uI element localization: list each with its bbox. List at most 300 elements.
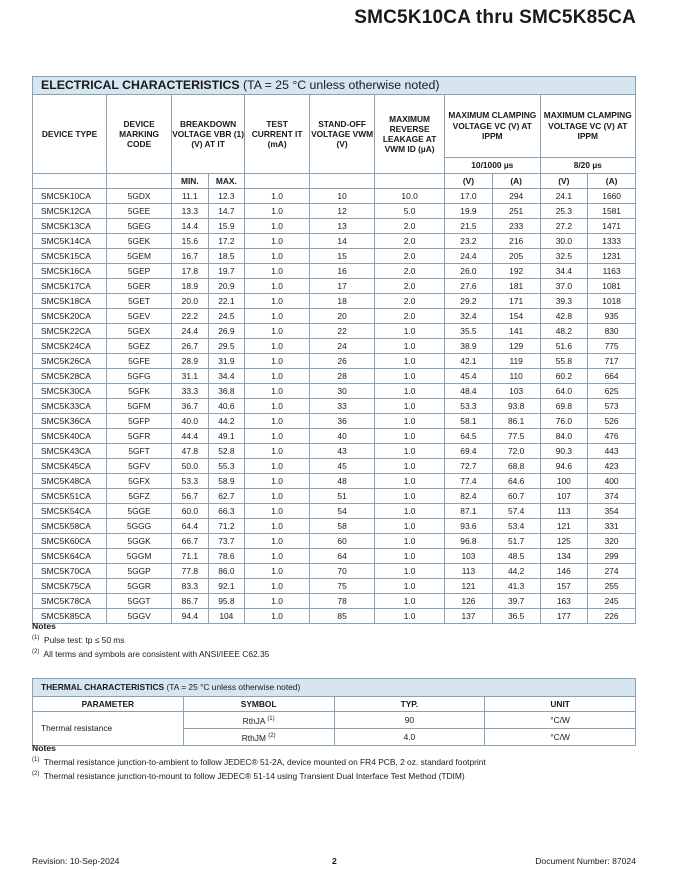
table-cell: 1.0 (375, 414, 445, 429)
table-row (33, 249, 636, 264)
col-device-type: DEVICE TYPE (33, 95, 107, 174)
table-cell: 58.9 (208, 474, 245, 489)
table-cell: 58 (310, 519, 375, 534)
table-cell: 1.0 (375, 429, 445, 444)
table-row (33, 324, 636, 339)
table-cell: 76.0 (540, 414, 588, 429)
table-cell: 5GFM (107, 399, 172, 414)
notes-title: Notes (32, 743, 56, 753)
table-cell: 103 (445, 549, 493, 564)
table-cell: 5GEK (107, 234, 172, 249)
table-cell: 5GFE (107, 354, 172, 369)
table-cell: 66.7 (172, 534, 209, 549)
table-cell: 64 (310, 549, 375, 564)
table-cell: 1.0 (375, 399, 445, 414)
table-row (33, 189, 636, 204)
table-cell: 29.5 (208, 339, 245, 354)
table-cell: 17.2 (208, 234, 245, 249)
table-cell: 27.6 (445, 279, 493, 294)
table-cell: 17 (310, 279, 375, 294)
table-row (33, 384, 636, 399)
table-cell: 171 (492, 294, 540, 309)
table-cell: 28.9 (172, 354, 209, 369)
table-cell: 17.8 (172, 264, 209, 279)
table-cell: 93.8 (492, 399, 540, 414)
table-cell: 15 (310, 249, 375, 264)
table-cell: 5GFR (107, 429, 172, 444)
table-cell: 31.1 (172, 369, 209, 384)
table-cell: 1.0 (245, 519, 310, 534)
table-cell: 1.0 (375, 324, 445, 339)
table-cell: 73.7 (208, 534, 245, 549)
table-cell: 53.3 (445, 399, 493, 414)
table-cell: 423 (588, 459, 636, 474)
table-cell: 13 (310, 219, 375, 234)
table-cell: 717 (588, 354, 636, 369)
table-cell: 16 (310, 264, 375, 279)
table-cell: 75 (310, 579, 375, 594)
table-cell: 86.1 (492, 414, 540, 429)
table-cell: 58.1 (445, 414, 493, 429)
table-cell: 5GFG (107, 369, 172, 384)
table-cell: 11.1 (172, 189, 209, 204)
note-2: $^{(2)}$ Thermal resistance junction-to-mount to follow JEDEC® 51-14 using Transient Dual Interface Test Method (TDIM) (32, 770, 465, 781)
table-cell: 400 (588, 474, 636, 489)
electrical-condition: (TA = 25 °C unless otherwise noted) (243, 78, 440, 92)
table-cell: 1163 (588, 264, 636, 279)
table-row (33, 579, 636, 594)
table-cell: 92.1 (208, 579, 245, 594)
table-cell: SMC5K70CA (33, 564, 107, 579)
table-cell: 157 (540, 579, 588, 594)
col-clamping-voltage-1: MAXIMUM CLAMPING VOLTAGE VC (V) AT IPPM (445, 95, 540, 158)
table-cell: 26 (310, 354, 375, 369)
table-cell: 100 (540, 474, 588, 489)
table-row (33, 219, 636, 234)
table-cell: 1018 (588, 294, 636, 309)
table-cell: 2.0 (375, 234, 445, 249)
table-cell: 51.6 (540, 339, 588, 354)
table-cell: 56.7 (172, 489, 209, 504)
table-cell: SMC5K26CA (33, 354, 107, 369)
table-cell: 1.0 (245, 369, 310, 384)
table-cell: 77.8 (172, 564, 209, 579)
table-cell: SMC5K85CA (33, 609, 107, 624)
table-cell: 1.0 (245, 264, 310, 279)
table-row (33, 414, 636, 429)
table-cell: 20.9 (208, 279, 245, 294)
table-cell: 1.0 (375, 594, 445, 609)
table-cell: 19.7 (208, 264, 245, 279)
electrical-title-text: ELECTRICAL CHARACTERISTICS (41, 78, 240, 92)
col-parameter: PARAMETER (33, 697, 184, 712)
table-cell: 1.0 (245, 219, 310, 234)
table-cell: 163 (540, 594, 588, 609)
table-cell: 1471 (588, 219, 636, 234)
table-cell: 830 (588, 324, 636, 339)
table-cell: 1.0 (245, 534, 310, 549)
table-cell: 14 (310, 234, 375, 249)
table-row (33, 294, 636, 309)
table-cell: SMC5K36CA (33, 414, 107, 429)
table-cell: 573 (588, 399, 636, 414)
table-cell: 5GEE (107, 204, 172, 219)
table-cell: 1.0 (245, 279, 310, 294)
table-cell: 24.4 (445, 249, 493, 264)
table-cell: SMC5K43CA (33, 444, 107, 459)
table-cell: 5GEV (107, 309, 172, 324)
table-cell: 60.2 (540, 369, 588, 384)
table-cell: 95.8 (208, 594, 245, 609)
table-cell: 146 (540, 564, 588, 579)
table-cell: SMC5K28CA (33, 369, 107, 384)
table-cell: 354 (588, 504, 636, 519)
electrical-characteristics-table (32, 76, 636, 624)
unit-v: (V) (445, 174, 493, 189)
table-cell: 5GGM (107, 549, 172, 564)
table-cell: 5GGT (107, 594, 172, 609)
col-unit: UNIT (485, 697, 636, 712)
col-min: MIN. (172, 174, 209, 189)
notes-thermal (32, 742, 486, 782)
table-cell: 443 (588, 444, 636, 459)
table-cell: 1.0 (245, 474, 310, 489)
footer-page-number: 2 (332, 856, 337, 866)
table-cell: 2.0 (375, 294, 445, 309)
table-cell: 15.9 (208, 219, 245, 234)
table-cell: 36 (310, 414, 375, 429)
thermal-typ: 90 (334, 712, 485, 729)
table-cell: 134 (540, 549, 588, 564)
table-row (33, 504, 636, 519)
table-cell: 5GFK (107, 384, 172, 399)
table-cell: 1.0 (245, 309, 310, 324)
table-cell: 5GFZ (107, 489, 172, 504)
table-row (33, 534, 636, 549)
footer-document-number: Document Number: 87024 (535, 856, 636, 866)
table-cell: 93.6 (445, 519, 493, 534)
table-cell: 72.0 (492, 444, 540, 459)
table-row (33, 339, 636, 354)
table-cell: 129 (492, 339, 540, 354)
table-cell: 1.0 (375, 339, 445, 354)
table-cell: 72.7 (445, 459, 493, 474)
table-cell: 5GGV (107, 609, 172, 624)
table-cell: 233 (492, 219, 540, 234)
thermal-condition: (TA = 25 °C unless otherwise noted) (166, 682, 301, 692)
table-cell: 84.0 (540, 429, 588, 444)
table-cell: 1.0 (375, 459, 445, 474)
table-cell: 1581 (588, 204, 636, 219)
table-cell: 1.0 (375, 549, 445, 564)
table-cell: 1.0 (245, 249, 310, 264)
table-cell: 5GEX (107, 324, 172, 339)
table-cell: 62.7 (208, 489, 245, 504)
table-cell: 22.1 (208, 294, 245, 309)
table-cell: 21.5 (445, 219, 493, 234)
table-cell: 64.0 (540, 384, 588, 399)
table-cell: 85 (310, 609, 375, 624)
table-cell: 294 (492, 189, 540, 204)
clamp2-waveform: 8/20 µs (540, 157, 636, 173)
table-cell: SMC5K64CA (33, 549, 107, 564)
table-cell: 87.1 (445, 504, 493, 519)
table-cell: 94.6 (540, 459, 588, 474)
table-cell: 12.3 (208, 189, 245, 204)
table-cell: 274 (588, 564, 636, 579)
table-cell: 5GGR (107, 579, 172, 594)
table-cell: 50.0 (172, 459, 209, 474)
table-cell: 5GEZ (107, 339, 172, 354)
table-cell: 23.2 (445, 234, 493, 249)
table-cell: SMC5K30CA (33, 384, 107, 399)
table-cell: 40 (310, 429, 375, 444)
table-cell: 1.0 (245, 504, 310, 519)
thermal-typ: 4.0 (334, 728, 485, 745)
thermal-unit: °C/W (485, 712, 636, 729)
table-cell: 107 (540, 489, 588, 504)
table-cell: 1.0 (245, 384, 310, 399)
table-cell: 1.0 (375, 519, 445, 534)
table-cell: 125 (540, 534, 588, 549)
table-cell: 38.9 (445, 339, 493, 354)
table-cell: 71.1 (172, 549, 209, 564)
table-cell: 13.3 (172, 204, 209, 219)
table-cell: 90.3 (540, 444, 588, 459)
table-cell: 1.0 (375, 564, 445, 579)
table-cell: 54 (310, 504, 375, 519)
table-cell: 39.7 (492, 594, 540, 609)
table-cell: 42.1 (445, 354, 493, 369)
table-cell: 5GFT (107, 444, 172, 459)
table-cell: 664 (588, 369, 636, 384)
table-cell: 39.3 (540, 294, 588, 309)
table-cell: 34.4 (208, 369, 245, 384)
table-cell: 53.4 (492, 519, 540, 534)
table-cell: 29.2 (445, 294, 493, 309)
table-cell: 14.4 (172, 219, 209, 234)
thermal-symbol: RthJA $^{(1)}$ (183, 712, 334, 729)
table-cell: 113 (445, 564, 493, 579)
table-cell: 1.0 (375, 489, 445, 504)
table-cell: 26.0 (445, 264, 493, 279)
table-cell: 60 (310, 534, 375, 549)
table-cell: 49.1 (208, 429, 245, 444)
table-cell: 1.0 (245, 354, 310, 369)
table-cell: 2.0 (375, 309, 445, 324)
table-cell: 1.0 (375, 474, 445, 489)
table-cell: 331 (588, 519, 636, 534)
table-cell: 26.7 (172, 339, 209, 354)
table-cell: 44.2 (208, 414, 245, 429)
table-cell: 1.0 (375, 444, 445, 459)
table-cell: 14.7 (208, 204, 245, 219)
table-cell: 44.2 (492, 564, 540, 579)
table-cell: 1231 (588, 249, 636, 264)
table-cell: 66.3 (208, 504, 245, 519)
table-cell: 44.4 (172, 429, 209, 444)
table-cell: 52.8 (208, 444, 245, 459)
table-row (33, 564, 636, 579)
table-cell: 51 (310, 489, 375, 504)
table-cell: 25.3 (540, 204, 588, 219)
table-cell: 5GER (107, 279, 172, 294)
table-cell: 1.0 (245, 339, 310, 354)
table-cell: 16.7 (172, 249, 209, 264)
table-cell: SMC5K24CA (33, 339, 107, 354)
table-cell: 30.0 (540, 234, 588, 249)
table-cell: SMC5K40CA (33, 429, 107, 444)
table-cell: 226 (588, 609, 636, 624)
table-cell: 78.6 (208, 549, 245, 564)
table-cell: 24 (310, 339, 375, 354)
table-cell: 24.4 (172, 324, 209, 339)
table-cell: 64.4 (172, 519, 209, 534)
table-cell: 5GGE (107, 504, 172, 519)
table-cell: 10 (310, 189, 375, 204)
table-cell: 69.8 (540, 399, 588, 414)
table-cell: 1.0 (245, 429, 310, 444)
thermal-section-title (33, 679, 636, 697)
table-cell: SMC5K45CA (33, 459, 107, 474)
table-cell: 24.1 (540, 189, 588, 204)
table-cell: SMC5K15CA (33, 249, 107, 264)
table-cell: 5GFX (107, 474, 172, 489)
col-typ: TYP. (334, 697, 485, 712)
table-cell: 36.8 (208, 384, 245, 399)
table-cell: 5GEP (107, 264, 172, 279)
table-cell: 41.3 (492, 579, 540, 594)
table-cell: 5.0 (375, 204, 445, 219)
table-cell: 5GGP (107, 564, 172, 579)
table-cell: 33.3 (172, 384, 209, 399)
table-cell: 40.0 (172, 414, 209, 429)
table-cell: 37.0 (540, 279, 588, 294)
document-title: SMC5K10CA thru SMC5K85CA (354, 7, 636, 28)
clamp1-waveform: 10/1000 µs (445, 157, 540, 173)
table-cell: 775 (588, 339, 636, 354)
table-cell: 119 (492, 354, 540, 369)
table-cell: 1.0 (245, 549, 310, 564)
table-cell: 1.0 (245, 579, 310, 594)
table-row (33, 519, 636, 534)
table-cell: 96.8 (445, 534, 493, 549)
table-row (33, 369, 636, 384)
table-cell: 1.0 (375, 504, 445, 519)
table-cell: SMC5K17CA (33, 279, 107, 294)
table-cell: 299 (588, 549, 636, 564)
table-cell: 5GET (107, 294, 172, 309)
table-cell: 15.6 (172, 234, 209, 249)
table-cell: SMC5K20CA (33, 309, 107, 324)
table-row (33, 234, 636, 249)
table-cell: 104 (208, 609, 245, 624)
table-cell: SMC5K78CA (33, 594, 107, 609)
table-cell: 1.0 (245, 234, 310, 249)
table-cell: 68.8 (492, 459, 540, 474)
unit-a: (A) (492, 174, 540, 189)
table-cell: SMC5K60CA (33, 534, 107, 549)
table-cell: 42.8 (540, 309, 588, 324)
col-clamping-voltage-2: MAXIMUM CLAMPING VOLTAGE VC (V) AT IPPM (540, 95, 636, 158)
table-cell: SMC5K75CA (33, 579, 107, 594)
table-cell: 34.4 (540, 264, 588, 279)
table-cell: SMC5K48CA (33, 474, 107, 489)
thermal-unit: °C/W (485, 728, 636, 745)
table-cell: 26.9 (208, 324, 245, 339)
table-cell: 126 (445, 594, 493, 609)
table-cell: 60.7 (492, 489, 540, 504)
table-cell: 5GEG (107, 219, 172, 234)
table-cell: 1.0 (245, 204, 310, 219)
table-cell: SMC5K12CA (33, 204, 107, 219)
unit-v: (V) (540, 174, 588, 189)
table-cell: 1.0 (375, 354, 445, 369)
table-cell: 86.0 (208, 564, 245, 579)
table-cell: SMC5K10CA (33, 189, 107, 204)
table-cell: 181 (492, 279, 540, 294)
table-cell: 374 (588, 489, 636, 504)
table-cell: 110 (492, 369, 540, 384)
table-cell: 5GFP (107, 414, 172, 429)
table-cell: 71.2 (208, 519, 245, 534)
thermal-characteristics-table (32, 678, 636, 746)
table-cell: 86.7 (172, 594, 209, 609)
thermal-symbol: RthJM $^{(2)}$ (183, 728, 334, 745)
col-breakdown-voltage: BREAKDOWN VOLTAGE VBR (1) (V) AT IT (172, 95, 245, 174)
table-cell: 69.4 (445, 444, 493, 459)
table-cell: 33 (310, 399, 375, 414)
table-cell: 2.0 (375, 249, 445, 264)
table-cell: 1.0 (245, 414, 310, 429)
table-cell: 2.0 (375, 264, 445, 279)
table-cell: 12 (310, 204, 375, 219)
electrical-section-title (33, 77, 636, 95)
thermal-title-text: THERMAL CHARACTERISTICS (41, 682, 165, 692)
table-cell: SMC5K13CA (33, 219, 107, 234)
table-cell: 205 (492, 249, 540, 264)
table-cell: 45 (310, 459, 375, 474)
table-cell: SMC5K22CA (33, 324, 107, 339)
table-cell: 82.4 (445, 489, 493, 504)
table-cell: 255 (588, 579, 636, 594)
table-cell: 31.9 (208, 354, 245, 369)
table-cell: 1.0 (245, 489, 310, 504)
table-cell: 55.8 (540, 354, 588, 369)
table-cell: 137 (445, 609, 493, 624)
table-cell: 18 (310, 294, 375, 309)
table-cell: 57.4 (492, 504, 540, 519)
table-cell: 32.5 (540, 249, 588, 264)
table-cell: SMC5K51CA (33, 489, 107, 504)
table-cell: 216 (492, 234, 540, 249)
table-cell: 32.4 (445, 309, 493, 324)
table-row (33, 204, 636, 219)
table-cell: 2.0 (375, 279, 445, 294)
table-cell: 36.5 (492, 609, 540, 624)
table-row (33, 459, 636, 474)
table-cell: 43 (310, 444, 375, 459)
table-cell: 2.0 (375, 219, 445, 234)
table-cell: 1.0 (245, 324, 310, 339)
table-cell: 70 (310, 564, 375, 579)
table-cell: 526 (588, 414, 636, 429)
table-cell: 1.0 (245, 594, 310, 609)
table-cell: 48 (310, 474, 375, 489)
table-cell: 1081 (588, 279, 636, 294)
table-cell: 64.6 (492, 474, 540, 489)
table-cell: 83.3 (172, 579, 209, 594)
